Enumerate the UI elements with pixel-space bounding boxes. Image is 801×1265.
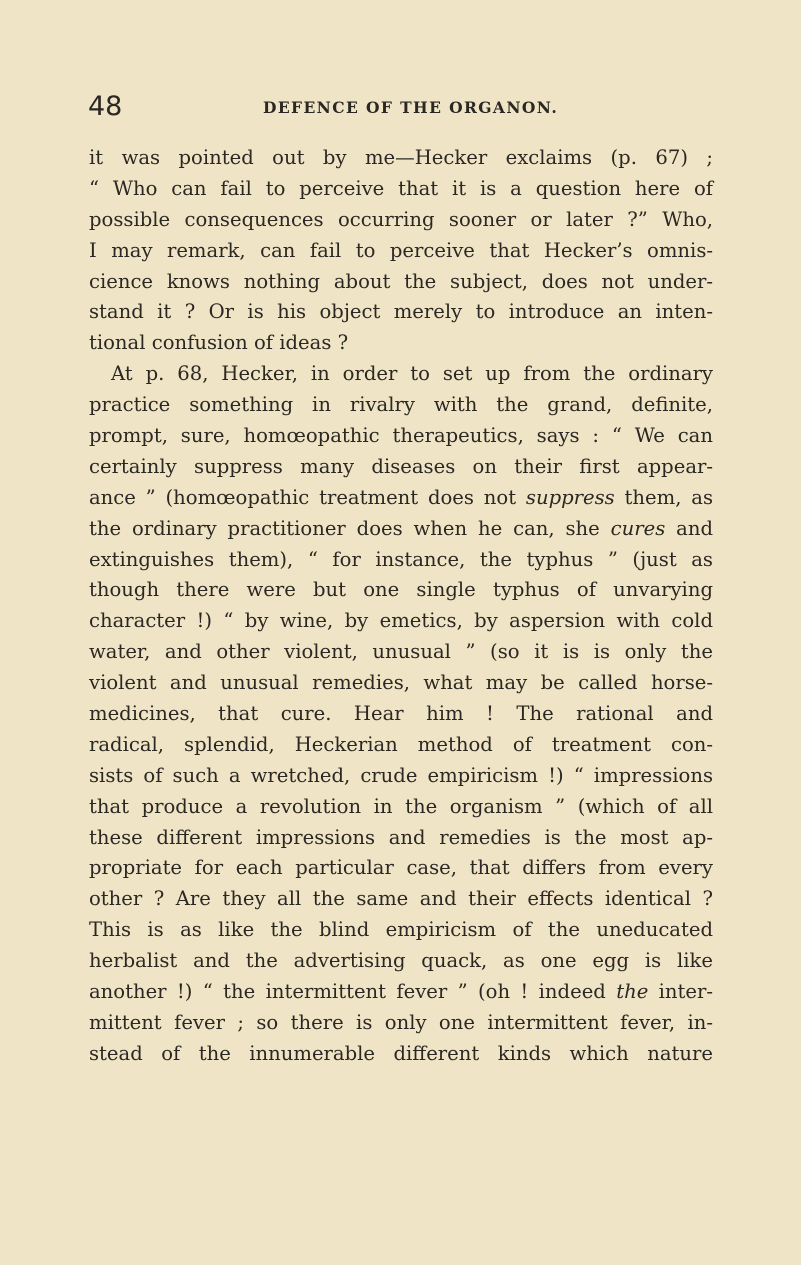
text-line — [89, 977, 713, 1008]
text-segment: and — [665, 516, 713, 540]
text-line: propriate for each particular case, that differs from every — [89, 856, 713, 880]
text-line: though there were but one single typhus of unvarying — [89, 578, 713, 602]
text-line: tional confusion of ideas ? — [89, 331, 349, 355]
text-line: other ? Are they all the same and their effects identical ? — [89, 887, 713, 911]
text-line: these different impressions and remedies is the most ap- — [89, 825, 713, 849]
text-line: that produce a revolution in the organism ” (which of all — [89, 794, 713, 818]
text-line: violent and unusual remedies, what may be called horse- — [89, 671, 713, 695]
text-line: certainly suppress many diseases on their first appear- — [89, 454, 713, 478]
text-line: radical, splendid, Heckerian method of treatment con- — [89, 732, 713, 756]
text-segment: ance ” (homœopathic treatment does not — [89, 485, 526, 509]
page-number: 48 — [88, 91, 123, 122]
text-line: stand it ? Or is his object merely to introduce an inten- — [89, 300, 713, 324]
text-line: practice something in rivalry with the grand, definite, — [89, 393, 713, 417]
text-line: medicines, that cure. Hear him ! The rational and — [89, 702, 713, 726]
text-line: possible consequences occurring sooner or later ?” Who, — [89, 207, 713, 231]
text-segment: another !) “ the intermittent fever ” (oh ! indeed — [89, 980, 617, 1004]
text-line: At p. 68, Hecker, in order to set up from the ordinary — [111, 362, 713, 386]
text-line: extinguishes them), “ for instance, the typhus ” (just as — [89, 547, 713, 571]
body-text — [89, 143, 713, 1070]
text-segment: inter- — [648, 980, 714, 1004]
text-line: prompt, sure, homœopathic therapeutics, says : “ We can — [89, 424, 713, 448]
text-line — [89, 483, 713, 514]
text-line: herbalist and the advertising quack, as one egg is like — [89, 949, 713, 973]
text-line: This is as like the blind empiricism of the uneducated — [89, 918, 713, 942]
text-line: I may remark, can fail to perceive that Hecker’s omnis- — [89, 238, 713, 262]
text-line: mittent fever ; so there is only one intermittent fever, in- — [89, 1010, 713, 1034]
text-segment: the ordinary practitioner does when he can, she — [89, 516, 611, 540]
emphasized-word: the — [616, 980, 649, 1004]
emphasized-word: cures — [610, 516, 666, 540]
running-head: DEFENCE OF THE ORGANON. — [263, 98, 559, 117]
text-line: sists of such a wretched, crude empiricism !) “ impressions — [89, 763, 713, 787]
text-line: it was pointed out by me—Hecker exclaims (p. 67) ; — [89, 146, 713, 169]
emphasized-word: suppress — [525, 485, 615, 509]
text-line: “ Who can fail to perceive that it is a question here of — [89, 176, 713, 200]
text-line: character !) “ by wine, by emetics, by aspersion with cold — [89, 609, 713, 633]
page-header — [88, 92, 710, 126]
text-segment: them, as — [614, 485, 713, 509]
text-line: cience knows nothing about the subject, does not under- — [89, 269, 713, 293]
text-line: stead of the innumerable different kinds which nature — [89, 1041, 713, 1065]
text-line: water, and other violent, unusual ” (so it is is only the — [89, 640, 713, 664]
text-line — [89, 514, 713, 545]
